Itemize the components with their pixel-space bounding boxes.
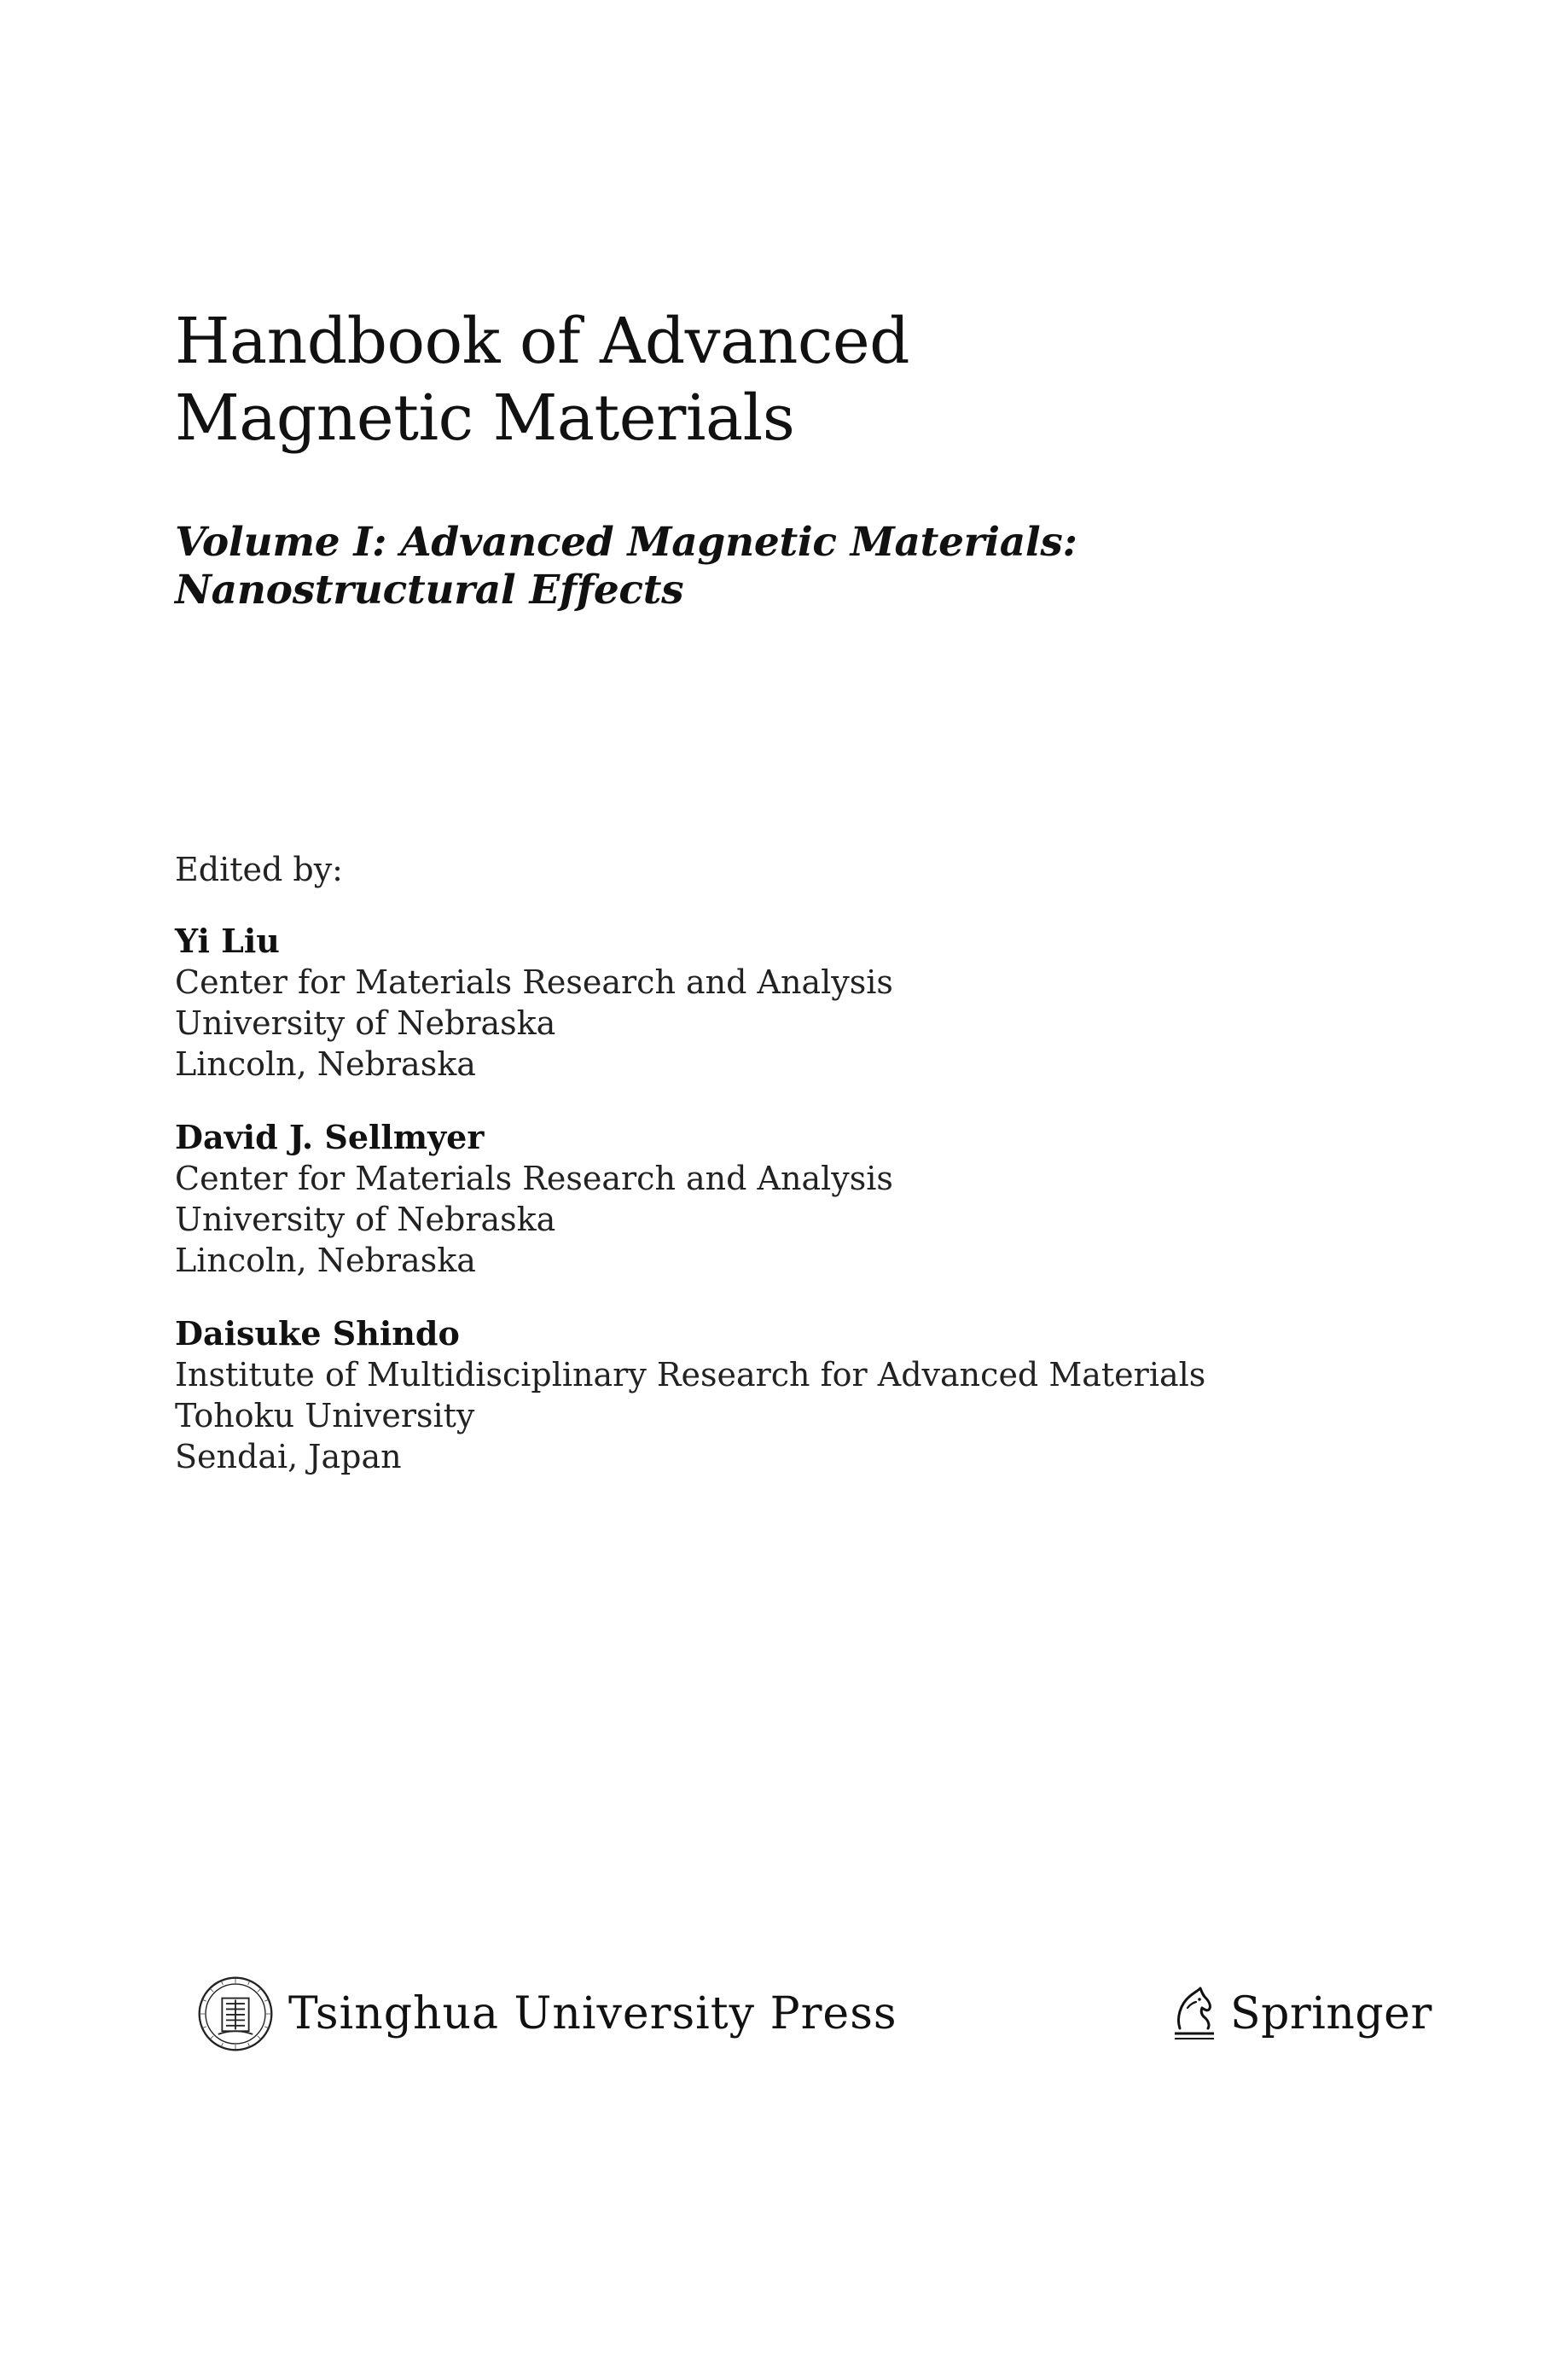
editor-name: David J. Sellmyer: [175, 1118, 485, 1156]
editor-block: [175, 1117, 1205, 1281]
publishers-bar: [0, 1967, 1568, 2069]
editor-block: [175, 921, 1205, 1085]
springer-publisher: [1167, 1967, 1432, 2061]
editors-section: [175, 849, 1205, 1510]
book-title-line-1: Handbook of Advanced: [175, 305, 909, 378]
springer-horse-icon: [1167, 1984, 1220, 2044]
tsinghua-publisher: [196, 1967, 897, 2061]
editor-name: Daisuke Shindo: [175, 1314, 460, 1353]
book-title: [175, 303, 909, 457]
edited-by-label: Edited by:: [175, 851, 343, 888]
volume-subtitle-line-2: Nanostructural Effects: [175, 567, 684, 614]
volume-subtitle: [175, 519, 1077, 614]
editor-affiliation-line: Institute of Multidisciplinary Research for Advanced Materials: [175, 1356, 1206, 1393]
editor-affiliation-line: University of Nebraska: [175, 1004, 556, 1042]
editor-affiliation-line: Center for Materials Research and Analysis: [175, 1160, 893, 1197]
volume-subtitle-line-1: Volume I: Advanced Magnetic Materials:: [175, 519, 1077, 566]
tsinghua-press-name: Tsinghua University Press: [288, 1988, 897, 2039]
editor-name: Yi Liu: [175, 922, 280, 960]
editor-affiliation-line: Lincoln, Nebraska: [175, 1045, 476, 1083]
editor-affiliation-line: Sendai, Japan: [175, 1438, 402, 1475]
springer-name: Springer: [1230, 1988, 1432, 2039]
editor-affiliation-line: Tohoku University: [175, 1397, 475, 1434]
tsinghua-seal-icon: [196, 1975, 275, 2053]
book-title-line-2: Magnetic Materials: [175, 381, 795, 455]
editor-block: [175, 1313, 1205, 1477]
editor-affiliation-line: Lincoln, Nebraska: [175, 1242, 476, 1279]
editor-affiliation-line: Center for Materials Research and Analysis: [175, 963, 893, 1001]
editor-affiliation-line: University of Nebraska: [175, 1201, 556, 1238]
